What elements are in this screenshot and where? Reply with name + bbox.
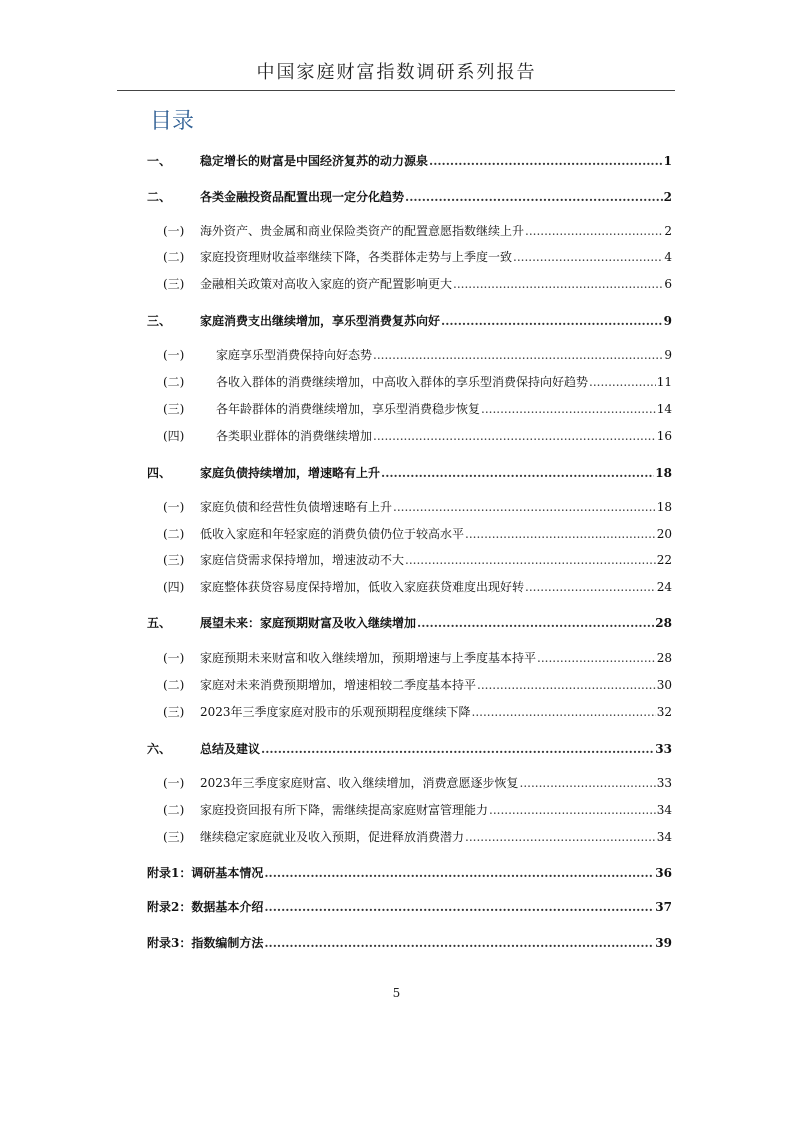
toc-dot-leader	[405, 553, 656, 567]
toc-entry-number: (三)	[163, 705, 185, 719]
toc-entry[interactable]	[147, 740, 672, 758]
toc-entry-number: (二)	[163, 250, 185, 264]
toc-entry[interactable]	[163, 346, 672, 364]
toc-dot-leader	[373, 348, 663, 362]
toc-entry-title: 附录2：数据基本介绍	[147, 900, 264, 914]
toc-entry-number: 四、	[147, 466, 172, 480]
toc-entry-title: 各类职业群体的消费继续增加	[216, 429, 373, 443]
toc-entry-title: 各收入群体的消费继续增加，中高收入群体的享乐型消费保持向好趋势	[216, 375, 589, 389]
toc-entry-title: 金融相关政策对高收入家庭的资产配置影响更大	[200, 277, 453, 291]
toc-entry-title: 家庭消费支出继续增加，享乐型消费复苏向好	[200, 314, 441, 328]
toc-dot-leader	[477, 678, 656, 692]
toc-entry-number: (二)	[163, 678, 185, 692]
toc-entry-title: 2023年三季度家庭财富、收入继续增加，消费意愿逐步恢复	[200, 776, 519, 790]
toc-dot-leader	[381, 466, 654, 480]
toc-entry[interactable]	[147, 614, 672, 632]
toc-entry[interactable]	[147, 934, 672, 952]
toc-entry-page: 18	[656, 500, 672, 514]
toc-dot-leader	[441, 314, 663, 328]
toc-entry-number: 六、	[147, 742, 172, 756]
toc-entry-number: (三)	[163, 553, 185, 567]
toc-entry-page: 9	[663, 314, 672, 328]
toc-entry-title: 2023年三季度家庭对股市的乐观预期程度继续下降	[200, 705, 471, 719]
toc-dot-leader	[264, 900, 654, 914]
toc-entry-number: (三)	[163, 277, 185, 291]
toc-entry-title: 家庭负债持续增加，增速略有上升	[200, 466, 381, 480]
toc-dot-leader	[264, 936, 654, 950]
toc-entry[interactable]	[163, 774, 672, 792]
toc-entry-title: 继续稳定家庭就业及收入预期，促进释放消费潜力	[200, 830, 465, 844]
toc-entry-page: 30	[656, 678, 672, 692]
toc-entry[interactable]	[163, 551, 672, 569]
toc-entry-title: 稳定增长的财富是中国经济复苏的动力源泉	[200, 154, 429, 168]
toc-entry-page: 34	[656, 803, 672, 817]
toc-entry-title: 各类金融投资品配置出现一定分化趋势	[200, 190, 405, 204]
toc-entry[interactable]	[163, 248, 672, 266]
toc-dot-leader	[589, 375, 656, 389]
toc-dot-leader	[472, 705, 656, 719]
toc-dot-leader	[465, 527, 656, 541]
toc-entry-number: (一)	[163, 651, 185, 665]
toc-entry-page: 34	[656, 830, 672, 844]
toc-entry-number: 二、	[147, 190, 172, 204]
toc-entry[interactable]	[163, 801, 672, 819]
toc-entry[interactable]	[163, 578, 672, 596]
toc-dot-leader	[513, 250, 663, 264]
toc-entry-page: 22	[656, 553, 672, 567]
toc-entry-title: 家庭享乐型消费保持向好态势	[216, 348, 373, 362]
toc-dot-leader	[453, 277, 663, 291]
toc-dot-leader	[465, 830, 656, 844]
toc-dot-leader	[393, 500, 656, 514]
toc-entry-page: 1	[663, 154, 672, 168]
toc-entry[interactable]	[147, 312, 672, 330]
toc-entry[interactable]	[163, 676, 672, 694]
toc-entry[interactable]	[163, 828, 672, 846]
toc-dot-leader	[405, 190, 663, 204]
toc-entry[interactable]	[163, 649, 672, 667]
toc-entry-title: 家庭投资回报有所下降，需继续提高家庭财富管理能力	[200, 803, 489, 817]
running-header: 中国家庭财富指数调研系列报告	[256, 62, 537, 83]
toc-entry-number: (四)	[163, 429, 185, 443]
toc-entry-page: 28	[655, 616, 672, 630]
page-number: 5	[392, 986, 401, 1000]
toc-entry[interactable]	[147, 898, 672, 916]
toc-dot-leader	[429, 154, 663, 168]
toc-entry-title: 家庭整体获贷容易度保持增加，低收入家庭获贷难度出现好转	[200, 580, 525, 594]
toc-entry-page: 9	[664, 348, 672, 362]
toc-entry-page: 20	[656, 527, 672, 541]
toc-entry-page: 2	[663, 190, 672, 204]
toc-dot-leader	[261, 742, 654, 756]
toc-entry-number: (一)	[163, 776, 185, 790]
toc-entry-page: 33	[656, 776, 672, 790]
toc-entry-title: 家庭对未来消费预期增加，增速相较二季度基本持平	[200, 678, 477, 692]
toc-entry-page: 6	[664, 277, 672, 291]
toc-entry[interactable]	[163, 373, 672, 391]
toc-entry-page: 16	[656, 429, 672, 443]
toc-entry[interactable]	[147, 152, 672, 170]
toc-entry-page: 39	[655, 936, 672, 950]
toc-entry-title: 附录1：调研基本情况	[147, 866, 264, 880]
toc-entry-title: 家庭预期未来财富和收入继续增加，预期增速与上季度基本持平	[200, 651, 537, 665]
toc-entry-number: 三、	[147, 314, 172, 328]
toc-dot-leader	[525, 224, 663, 238]
toc-entry-title: 各年龄群体的消费继续增加，享乐型消费稳步恢复	[216, 402, 481, 416]
toc-entry-number: 五、	[147, 616, 172, 630]
toc-entry[interactable]	[147, 864, 672, 882]
toc-entry-page: 24	[656, 580, 672, 594]
toc-dot-leader	[373, 429, 656, 443]
toc-entry-page: 36	[655, 866, 672, 880]
toc-entry-title: 家庭负债和经营性负债增速略有上升	[200, 500, 393, 514]
toc-entry[interactable]	[147, 188, 672, 206]
toc-title: 目录	[150, 109, 195, 134]
toc-dot-leader	[489, 803, 656, 817]
toc-entry-number: (三)	[163, 830, 185, 844]
toc-entry[interactable]	[147, 464, 672, 482]
toc-entry-page: 14	[656, 402, 672, 416]
toc-entry-number: (一)	[163, 348, 185, 362]
toc-dot-leader	[481, 402, 656, 416]
toc-dot-leader	[417, 616, 654, 630]
toc-entry-title: 附录3：指数编制方法	[147, 936, 264, 950]
toc-entry-title: 低收入家庭和年轻家庭的消费负债仍位于较高水平	[200, 527, 465, 541]
toc-entry-number: 一、	[147, 154, 172, 168]
toc-entry[interactable]	[163, 222, 672, 240]
toc-entry-number: (二)	[163, 803, 185, 817]
toc-entry-page: 4	[664, 250, 672, 264]
toc-entry-page: 11	[656, 375, 672, 389]
toc-entry-number: (二)	[163, 375, 185, 389]
toc-dot-leader	[264, 866, 654, 880]
toc-entry[interactable]	[163, 427, 672, 445]
toc-entry-title: 展望未来：家庭预期财富及收入继续增加	[200, 616, 417, 630]
toc-entry-page: 33	[655, 742, 672, 756]
toc-entry-number: (四)	[163, 580, 185, 594]
toc-entry-number: (一)	[163, 224, 185, 238]
toc-dot-leader	[537, 651, 656, 665]
toc-entry-number: (三)	[163, 402, 185, 416]
toc-entry-title: 家庭信贷需求保持增加，增速波动不大	[200, 553, 405, 567]
toc-entry[interactable]	[163, 275, 672, 293]
toc-entry-title: 海外资产、贵金属和商业保险类资产的配置意愿指数继续上升	[200, 224, 525, 238]
toc-entry-page: 28	[656, 651, 672, 665]
toc-entry-number: (二)	[163, 527, 185, 541]
toc-entry-number: (一)	[163, 500, 185, 514]
toc-entry-page: 32	[656, 705, 672, 719]
toc-entry-title: 家庭投资理财收益率继续下降，各类群体走势与上季度一致	[200, 250, 513, 264]
toc-dot-leader	[520, 776, 656, 790]
toc-entry-page: 37	[655, 900, 672, 914]
toc-entry-title: 总结及建议	[200, 742, 261, 756]
toc-entry[interactable]	[163, 400, 672, 418]
toc-entry[interactable]	[163, 525, 672, 543]
toc-entry[interactable]	[163, 703, 672, 721]
toc-entry-page: 18	[655, 466, 672, 480]
toc-entry-page: 2	[664, 224, 672, 238]
toc-dot-leader	[525, 580, 656, 594]
toc-entry[interactable]	[163, 498, 672, 516]
